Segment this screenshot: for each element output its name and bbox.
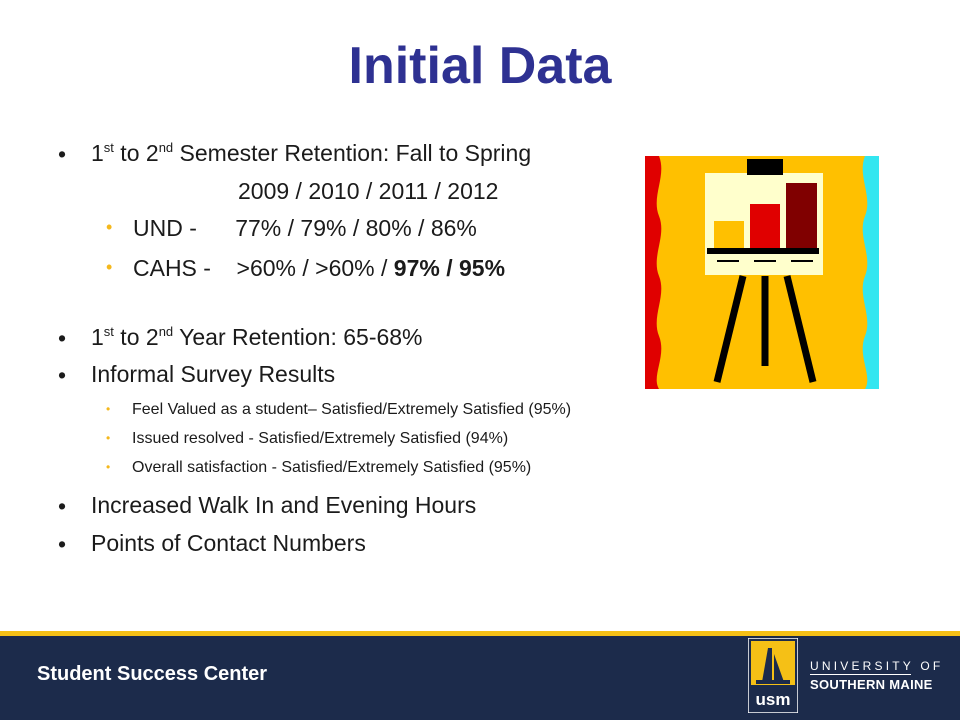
sub-bullet-dot: • xyxy=(106,257,113,277)
easel-clip xyxy=(747,159,783,175)
sub-bullet-dot: • xyxy=(106,402,111,416)
chart-bar-1 xyxy=(714,221,744,249)
logo-mark-text: usm xyxy=(755,690,791,709)
cahs-bold-values: 97% / 95% xyxy=(393,255,506,281)
chart-bar-2 xyxy=(750,204,780,249)
bullet-dot: • xyxy=(58,141,67,167)
und-retention: UND - 77% / 79% / 80% / 86% xyxy=(133,215,477,241)
chart-bar-3 xyxy=(786,183,817,249)
survey-item: Issued resolved - Satisfied/Extremely Satisfied (94%) xyxy=(132,430,509,447)
page-title: Initial Data xyxy=(348,37,612,95)
survey-item: Feel Valued as a student– Satisfied/Extremely Satisfied (95%) xyxy=(132,401,572,418)
bullet-dot: • xyxy=(58,531,67,557)
walk-in-hours: Increased Walk In and Evening Hours xyxy=(91,492,477,518)
usm-logo-icon xyxy=(748,638,798,713)
bullet-dot: • xyxy=(58,493,67,519)
logo-southern-maine: SOUTHERN MAINE xyxy=(810,677,933,692)
footer-stripe xyxy=(0,631,960,636)
easel-line xyxy=(791,260,813,262)
bullet-dot: • xyxy=(58,362,67,388)
survey-item: Overall satisfaction - Satisfied/Extremely Satisfied (95%) xyxy=(132,459,532,476)
easel-line xyxy=(754,260,776,262)
easel-ledge xyxy=(707,248,819,254)
footer-label: Student Success Center xyxy=(37,663,268,685)
semester-retention-heading: 1st to 2nd Semester Retention: Fall to Spring xyxy=(91,140,532,166)
survey-heading: Informal Survey Results xyxy=(91,361,336,387)
year-retention-heading: 1st to 2nd Year Retention: 65-68% xyxy=(91,324,423,350)
logo-university-of: UNIVERSITY OF xyxy=(810,659,944,673)
contact-numbers: Points of Contact Numbers xyxy=(91,530,366,556)
sub-bullet-dot: • xyxy=(106,460,111,474)
logo-divider xyxy=(810,674,911,675)
easel-bar-chart-icon xyxy=(645,156,879,389)
logo-lighthouse-panel xyxy=(751,641,795,685)
years-row: 2009 / 2010 / 2011 / 2012 xyxy=(238,178,499,204)
cahs-retention: CAHS - >60% / >60% / 97% / 95% xyxy=(133,255,506,281)
sub-bullet-dot: • xyxy=(106,431,111,445)
logo-base xyxy=(756,680,790,684)
easel-line xyxy=(717,260,739,262)
sub-bullet-dot: • xyxy=(106,217,113,237)
bullet-dot: • xyxy=(58,325,67,351)
